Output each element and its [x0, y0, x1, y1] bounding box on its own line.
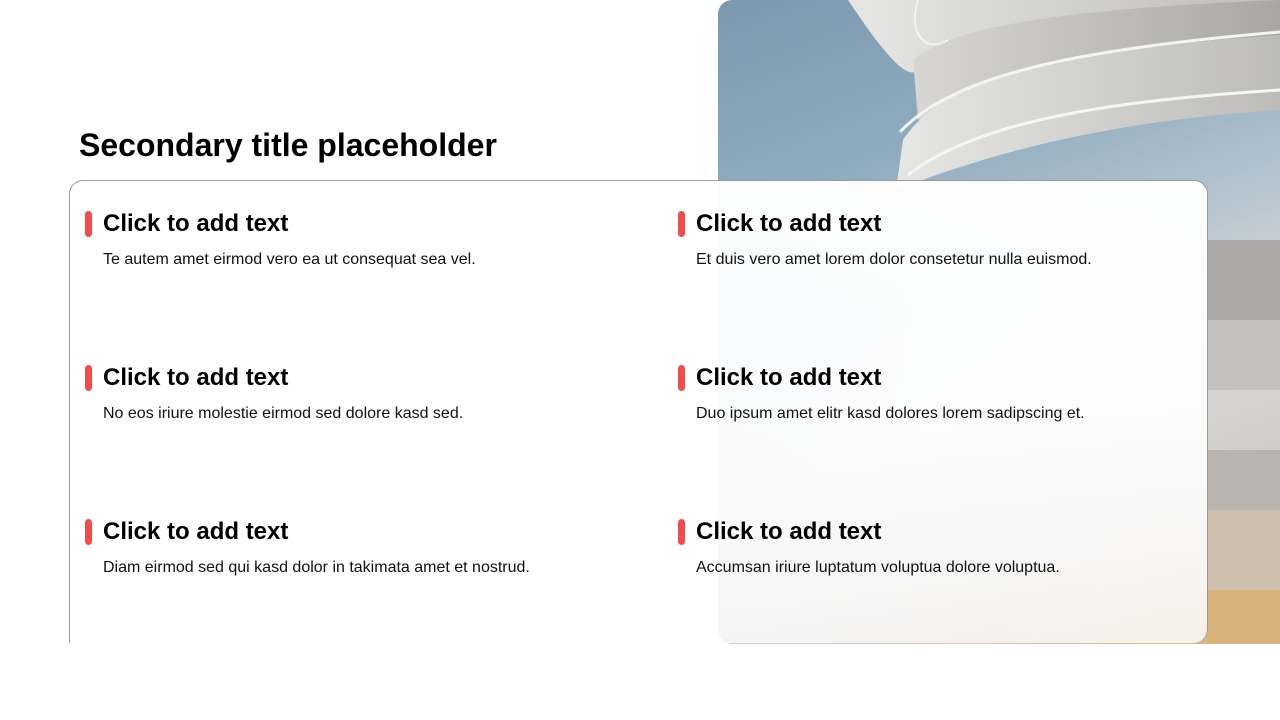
accent-bar: [85, 365, 92, 391]
text-block-heading[interactable]: Click to add text: [103, 364, 289, 391]
text-block-body[interactable]: Duo ipsum amet elitr kasd dolores lorem sadipscing et.: [696, 405, 1085, 422]
text-block-heading[interactable]: Click to add text: [103, 210, 289, 237]
text-block-body[interactable]: No eos iriure molestie eirmod sed dolore kasd sed.: [103, 405, 464, 422]
content-panel: [69, 180, 1208, 643]
accent-bar: [678, 519, 685, 545]
accent-bar: [85, 519, 92, 545]
text-block-heading[interactable]: Click to add text: [696, 518, 882, 545]
text-block-body[interactable]: Diam eirmod sed qui kasd dolor in takimata amet et nostrud.: [103, 559, 530, 576]
accent-bar: [678, 211, 685, 237]
text-block-heading[interactable]: Click to add text: [696, 210, 882, 237]
text-block-body[interactable]: Te autem amet eirmod vero ea ut consequat sea vel.: [103, 251, 476, 268]
accent-bar: [85, 211, 92, 237]
text-block-body[interactable]: Accumsan iriure luptatum voluptua dolore voluptua.: [696, 559, 1060, 576]
text-block-heading[interactable]: Click to add text: [696, 364, 882, 391]
text-block-heading[interactable]: Click to add text: [103, 518, 289, 545]
page-title[interactable]: Secondary title placeholder: [79, 127, 497, 163]
accent-bar: [678, 365, 685, 391]
text-block-body[interactable]: Et duis vero amet lorem dolor consetetur nulla euismod.: [696, 251, 1092, 268]
panel-edge-fade: [70, 525, 74, 645]
